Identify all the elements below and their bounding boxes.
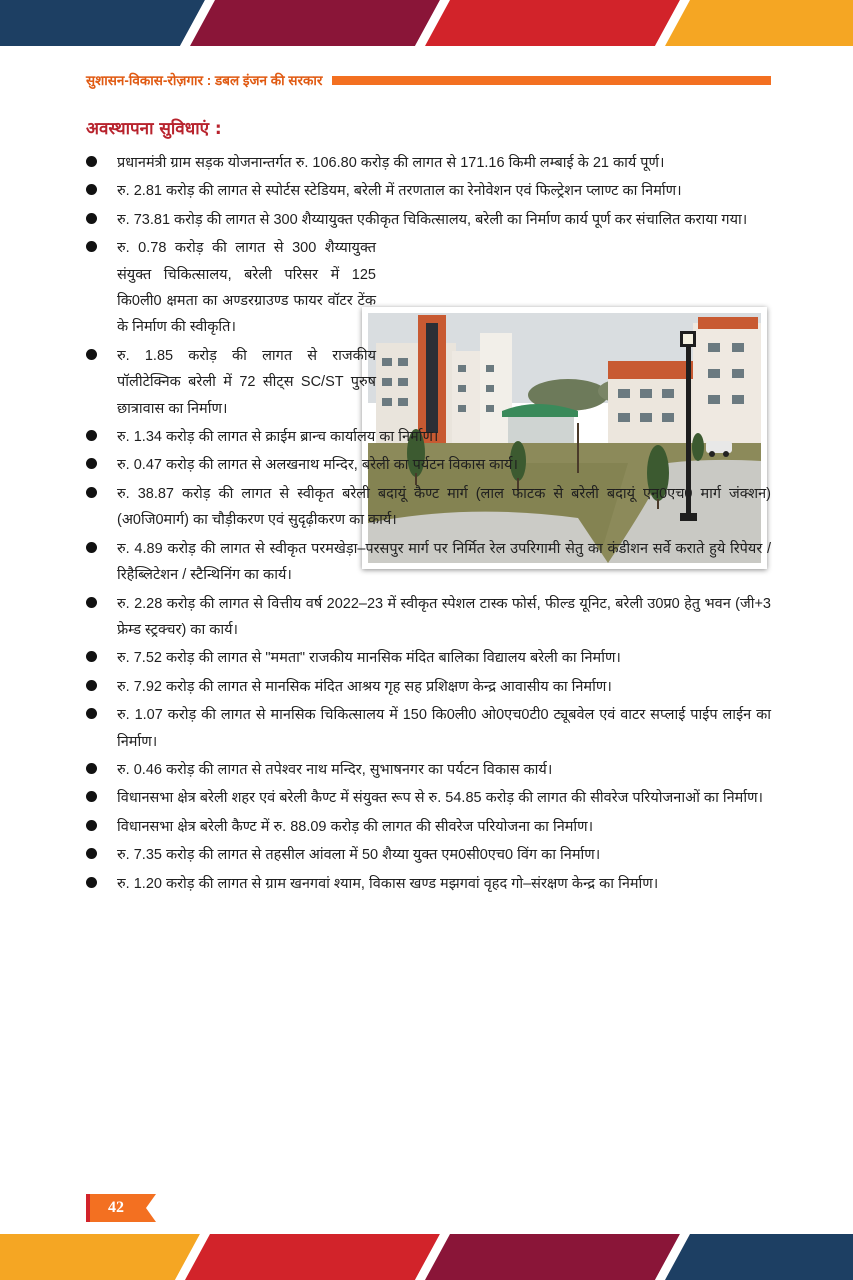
list-item-text: विधानसभा क्षेत्र बरेली शहर एवं बरेली कैण्ट में संयुक्त रूप से रु. 54.85 करोड़ की लागत की सीवरेज परियोजनाओं का निर्माण। (117, 790, 764, 807)
list-item-text: रु. 0.47 करोड़ की लागत से अलखनाथ मन्दिर, बरेली का पर्यटन विकास कार्य। (117, 457, 518, 474)
bullet-icon (86, 680, 97, 691)
bullet-icon (86, 184, 97, 195)
top-color-band (0, 0, 853, 46)
list-item-text: रु. 0.78 करोड़ की लागत से 300 शैय्यायुक्त संयुक्त चिकित्सालय, बरेली परिसर में 125 कि0ली0 क्षमता का अण्डरग्राउण्ड फायर वॉटर टेंक के निर्माण की स्वीकृति। (117, 240, 376, 336)
running-header (86, 70, 771, 90)
list-item (86, 536, 771, 589)
bullet-icon (86, 241, 97, 252)
list-item-text: रु. 1.07 करोड़ की लागत से मानसिक चिकित्सालय में 150 कि0ली0 ओ0एच0टी0 ट्यूबवेल एवं वाटर सप्लाई पाईप लाईन का निर्माण। (117, 707, 771, 750)
list-item (86, 702, 771, 755)
list-item-text: रु. 38.87 करोड़ की लागत से स्वीकृत बरेली बदायूं कैण्ट मार्ग (लाल फाटक से बरेली बदायूं एन0एच0 मार्ग जंक्शन) (अ0जि0मार्ग) का चौड़ीकरण एवं सुदृढ़ीकरण का कार्य। (117, 485, 771, 529)
list-item (86, 150, 771, 176)
page-number: 42 (108, 1199, 124, 1216)
list-item (86, 452, 771, 478)
list-item-text: रु. 7.92 करोड़ की लागत से मानसिक मंदित आश्रय गृह सह प्रशिक्षण केन्द्र आवासीय का निर्माण। (117, 678, 612, 695)
bullet-icon (86, 458, 97, 469)
bullet-icon (86, 651, 97, 662)
list-item-text: रु. 1.20 करोड़ की लागत से ग्राम खनगवां श्याम, विकास खण्ड मझगवां वृहद गो–संरक्षण केन्द्र का निर्माण। (117, 875, 659, 892)
bullet-icon (86, 791, 97, 802)
bullet-icon (86, 597, 97, 608)
list-item (86, 814, 771, 840)
list-item-text: रु. 7.52 करोड़ की लागत से "ममता" राजकीय मानसिक मंदित बालिका विद्यालय बरेली का निर्माण। (117, 650, 621, 667)
list-item (86, 757, 771, 783)
bottom-color-band (0, 1234, 853, 1280)
bullet-icon (86, 820, 97, 831)
bullet-icon (86, 848, 97, 859)
list-item-text: विधानसभा क्षेत्र बरेली कैण्ट में रु. 88.09 करोड़ की लागत की सीवरेज परियोजना का निर्माण। (117, 818, 594, 835)
list-item (86, 645, 771, 671)
bullet-icon (86, 877, 97, 888)
list-item (86, 424, 771, 450)
list-item-text: रु. 4.89 करोड़ की लागत से स्वीकृत परमखेड़ा–परसपुर मार्ग पर निर्मित रेल उपरिगामी सेतु का कंडीशन सर्वे कराते हुये रिपेयर / रिहैब्लिटेशन / स्टैन्थिनिंग का कार्य। (117, 540, 771, 584)
list-item-text: रु. 73.81 करोड़ की लागत से 300 शैय्यायुक्त एकीकृत चिकित्सालय, बरेली का निर्माण कार्य पूर्ण कर संचालित कराया गया। (117, 211, 748, 228)
list-item (86, 871, 771, 897)
bullet-icon (86, 430, 97, 441)
bullet-icon (86, 349, 97, 360)
bullet-icon (86, 708, 97, 719)
list-item (86, 178, 771, 204)
bullet-icon (86, 156, 97, 167)
list-item (86, 674, 771, 700)
list-item-text: प्रधानमंत्री ग्राम सड़क योजनान्तर्गत रु. 106.80 करोड़ की लागत से 171.16 किमी लम्बाई के 21 कार्य पूर्ण। (117, 155, 665, 171)
list-item-text: रु. 1.85 करोड़ की लागत से राजकीय पॉलीटेक्निक बरेली में 72 सीट्स SC/ST पुरुष छात्रावास का निर्माण। (117, 347, 376, 417)
bullet-icon (86, 213, 97, 224)
running-header-title: सुशासन-विकास-रोज़गार : डबल इंजन की सरकार (86, 73, 323, 88)
list-item (86, 785, 771, 811)
list-item-text: रु. 2.28 करोड़ की लागत से वित्तीय वर्ष 2022–23 में स्वीकृत स्पेशल टास्क फोर्स, फील्ड यूनिट, बरेली उ0प्र0 हेतु भवन (जी+3 फ्रेम्ड स्ट्रक्चर) का कार्य। (117, 595, 771, 638)
list-item (86, 842, 771, 868)
list-item (86, 207, 771, 233)
bullet-icon (86, 542, 97, 553)
header-rule (332, 76, 771, 85)
bullet-icon (86, 487, 97, 498)
list-item (86, 591, 771, 644)
infrastructure-list (86, 150, 771, 899)
list-item-text: रु. 7.35 करोड़ की लागत से तहसील आंवला में 50 शैय्या युक्त एम0सी0एच0 विंग का निर्माण। (117, 847, 601, 864)
list-item (86, 343, 376, 422)
list-item-text: रु. 1.34 करोड़ की लागत से क्राईम ब्रान्च कार्यालय का निर्माण। (117, 429, 439, 446)
list-item (86, 481, 771, 534)
page-number-tab (86, 1194, 156, 1222)
bullet-icon (86, 763, 97, 774)
list-item (86, 235, 376, 341)
list-item-text: रु. 2.81 करोड़ की लागत से स्पोर्टस स्टेडियम, बरेली में तरणताल का रेनोवेशन एवं फिल्ट्रेशन प्लाण्ट का निर्माण। (117, 183, 682, 200)
list-item-text: रु. 0.46 करोड़ की लागत से तपेश्वर नाथ मन्दिर, सुभाषनगर का पर्यटन विकास कार्य। (117, 761, 553, 778)
section-heading: अवस्थापना सुविधाएं : (86, 119, 222, 139)
